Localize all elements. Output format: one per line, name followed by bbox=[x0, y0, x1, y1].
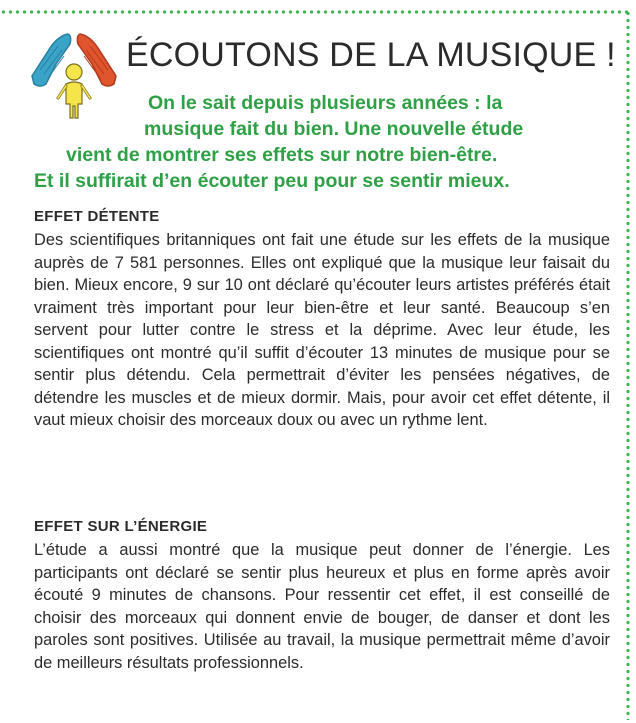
section-heading-detente: EFFET DÉTENTE bbox=[34, 208, 160, 225]
section-text-energie: L’étude a aussi montré que la musique peut donner de l’énergie. Les participants ont déclaré se sentir plus heureux et plus en forme après avoir écouté 9 minutes de chansons. Pour ressentir cet effet, il est conseillé de choisir des morceaux qui donnent envie de bouger, de danser et dont les paroles sont positives. Utilisée au travail, la musique permettrait même d’avoir de meilleurs résultats professionnels. bbox=[34, 541, 610, 672]
intro-line: vient de montrer ses effets sur notre bien-être. bbox=[66, 144, 498, 166]
dotted-border-right bbox=[626, 10, 630, 720]
section-text-detente: Des scientifiques britanniques ont fait une étude sur les effets de la musique auprès de 7 581 personnes. Elles ont expliqué que la musique leur faisait du bien. Mieux encore, 9 sur 10 ont déclaré qu’écouter leurs artistes préférés était vraiment très important pour leur bien-être et leur santé. Beaucoup s’en servent pour lutter contre le stress et la déprime. Avec leur étude, les scientifiques ont montré qu’il suffit d’écouter 13 minutes de musique pour se sentir plus détendu. Cela permettrait d’éviter les pensées négatives, de détendre les muscles et de mieux dormir. Mais, pour avoir cet effet détente, il vaut mieux choisir des morceaux doux ou avec un rythme lent. bbox=[34, 231, 610, 429]
intro-line: musique fait du bien. Une nouvelle étude bbox=[144, 118, 524, 140]
section-heading-energie: EFFET SUR L’ÉNERGIE bbox=[34, 518, 208, 535]
dotted-border-top bbox=[0, 10, 630, 14]
intro-line: Et il suffirait d’en écouter peu pour se sentir mieux. bbox=[34, 170, 510, 192]
intro-line: On le sait depuis plusieurs années : la bbox=[148, 92, 503, 114]
page-title: ÉCOUTONS DE LA MUSIQUE ! bbox=[126, 36, 616, 74]
intro-paragraph bbox=[34, 90, 616, 194]
